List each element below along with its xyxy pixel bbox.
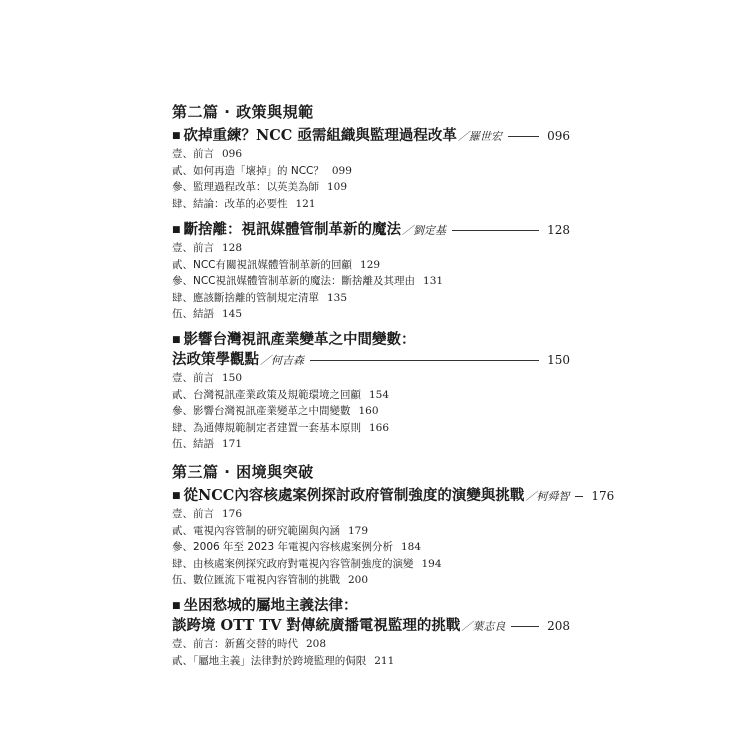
chapter-page: 176	[591, 489, 615, 503]
square-bullet-icon: ■	[172, 131, 181, 141]
section-page: 145	[222, 308, 243, 320]
section-page: 208	[306, 638, 327, 650]
section-item[interactable]	[172, 146, 570, 163]
section-item[interactable]	[172, 403, 570, 420]
chapter-title-continued: 法政策學觀點	[172, 351, 259, 368]
section-label: 肆、應該斷捨離的管制規定清單	[172, 291, 319, 304]
section-page: 150	[222, 372, 243, 384]
dot-leader	[310, 360, 539, 361]
chapter-author: ／羅世宏	[457, 130, 502, 143]
section-item[interactable]	[172, 539, 570, 556]
section-label: 貳、如何再造「壞掉」的 NCC？	[172, 164, 324, 177]
section-page: 160	[358, 405, 379, 417]
chapter-title-line[interactable]	[172, 614, 570, 634]
chapter-title-line[interactable]	[172, 484, 615, 504]
square-bullet-icon: ■	[172, 491, 181, 501]
section-item[interactable]	[172, 196, 570, 213]
section-label: 參、監理過程改革：以英美為師	[172, 181, 319, 193]
square-bullet-icon: ■	[172, 225, 181, 235]
section-item[interactable]	[172, 257, 570, 274]
section-label: 伍、數位匯流下電視內容管制的挑戰	[172, 574, 340, 586]
section-label: 壹、前言	[172, 242, 214, 254]
section-item[interactable]	[172, 179, 570, 196]
section-page: 171	[222, 438, 243, 450]
chapter-page: 128	[547, 223, 570, 237]
dot-leader	[508, 136, 539, 137]
chapter[interactable]	[172, 124, 570, 212]
section-page: 121	[295, 197, 316, 210]
section-page: 200	[348, 574, 369, 586]
section-label: 貳、NCC有關視訊媒體管制革新的回顧	[172, 258, 353, 271]
section-list	[172, 506, 570, 589]
section-item[interactable]	[172, 273, 570, 290]
dot-leader	[575, 496, 583, 497]
chapter-author: ／柯舜智	[525, 490, 570, 503]
chapter-title-continued: 談跨境 OTT TV 對傳統廣播電視監理的挑戰	[172, 617, 461, 634]
section-item[interactable]	[172, 370, 570, 387]
section-page: 096	[222, 148, 243, 160]
dot-leader	[452, 230, 539, 231]
chapter-title-line[interactable]	[172, 594, 570, 614]
section-label: 壹、前言	[172, 508, 214, 520]
section-item[interactable]	[172, 163, 570, 180]
section-item[interactable]	[172, 240, 570, 257]
section-item[interactable]	[172, 506, 570, 523]
section-item[interactable]	[172, 523, 570, 540]
section-list	[172, 240, 570, 323]
chapter[interactable]	[172, 484, 615, 589]
section-label: 參、影響台灣視訊產業變革之中間變數	[172, 405, 351, 417]
section-label: 壹、前言	[172, 148, 214, 160]
chapter-title-line[interactable]	[172, 348, 570, 368]
section-label: 參、2006 年至 2023 年電視內容核處案例分析	[172, 541, 393, 553]
chapter-page: 208	[547, 619, 570, 633]
section-list	[172, 146, 570, 212]
section-item[interactable]	[172, 420, 570, 437]
chapter-title: 斷捨離：視訊媒體管制革新的魔法	[183, 221, 402, 238]
section-page: 135	[327, 291, 348, 304]
chapter-title: 砍掉重練？NCC 亟需組織與監理過程改革	[183, 127, 457, 144]
section-page: 128	[222, 242, 243, 254]
section-label: 伍、結語	[172, 438, 214, 450]
section-item[interactable]	[172, 572, 570, 589]
section-label: 參、NCC視訊媒體管制革新的魔法：斷捨離及其理由	[172, 275, 416, 287]
section-item[interactable]	[172, 556, 570, 573]
dot-leader	[511, 626, 539, 627]
section-page: 194	[421, 557, 442, 570]
section-page: 166	[369, 421, 390, 434]
section-list	[172, 370, 570, 453]
part-title: 第二篇 · 政策與規範	[172, 103, 314, 121]
square-bullet-icon: ■	[172, 601, 181, 611]
section-item[interactable]	[172, 653, 570, 670]
section-label: 伍、結語	[172, 308, 214, 320]
section-label: 肆、由核處案例探究政府對電視內容管制強度的演變	[172, 557, 414, 570]
chapter-page: 096	[547, 129, 570, 143]
chapter[interactable]	[172, 328, 570, 453]
section-label: 肆、為通傳規範制定者建置一套基本原則	[172, 421, 361, 434]
square-bullet-icon: ■	[172, 335, 181, 345]
chapter-title: 坐困愁城的屬地主義法律：	[183, 597, 358, 614]
section-label: 貳、電視內容管制的研究範圍與內涵	[172, 524, 340, 537]
chapter[interactable]	[172, 218, 570, 323]
section-item[interactable]	[172, 636, 570, 653]
chapter[interactable]	[172, 594, 570, 669]
chapter-title-line[interactable]	[172, 124, 570, 144]
section-label: 貳、台灣視訊產業政策及規範環境之回顧	[172, 388, 361, 401]
section-page: 099	[331, 164, 352, 177]
chapter-title: 從NCC內容核處案例探討政府管制強度的演變與挑戰	[183, 487, 525, 504]
section-page: 179	[348, 524, 369, 537]
chapter-title: 影響台灣視訊產業變革之中間變數：	[183, 331, 416, 348]
chapter-page: 150	[547, 353, 570, 367]
section-label: 壹、前言：新舊交替的時代	[172, 638, 298, 650]
section-page: 211	[374, 654, 395, 667]
section-label: 壹、前言	[172, 372, 214, 384]
section-page: 131	[423, 275, 444, 287]
section-list	[172, 636, 570, 669]
section-page: 176	[222, 508, 243, 520]
chapter-author: ／葉志良	[461, 620, 506, 633]
section-page: 184	[400, 541, 422, 553]
section-item[interactable]	[172, 387, 570, 404]
section-label: 貳、「屬地主義」法律對於跨境監理的侷限	[172, 654, 367, 667]
section-page: 109	[327, 181, 348, 193]
section-label: 肆、結論：改革的必要性	[172, 197, 288, 210]
section-item[interactable]	[172, 306, 570, 323]
section-page: 129	[360, 258, 381, 271]
chapter-title-line[interactable]	[172, 328, 570, 348]
part-title: 第三篇 · 困境與突破	[172, 463, 314, 481]
section-page: 154	[369, 388, 390, 401]
chapter-author: ／何吉森	[260, 354, 304, 367]
chapter-author: ／劉定基	[402, 224, 447, 237]
chapter-title-line[interactable]	[172, 218, 570, 238]
section-item[interactable]	[172, 290, 570, 307]
section-item[interactable]	[172, 436, 570, 453]
